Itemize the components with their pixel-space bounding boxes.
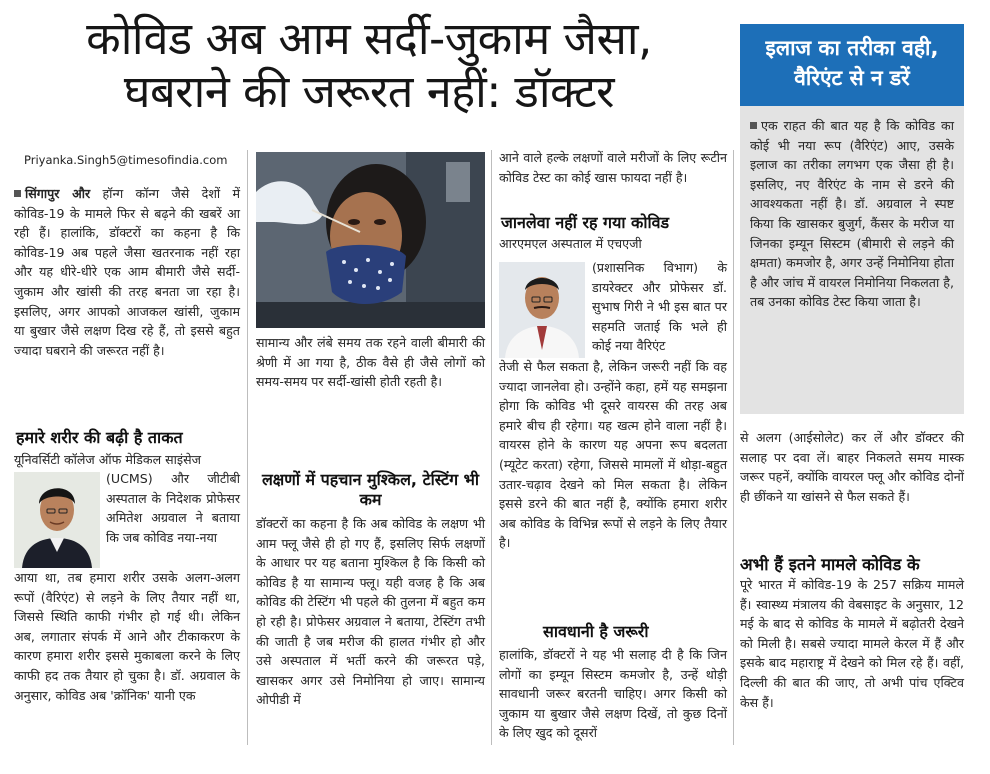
column-divider [247, 150, 248, 745]
subhead-caution: सावधानी है जरूरी [543, 622, 649, 641]
paragraph-marker [750, 122, 757, 129]
not-deadly-para-top: आरएमएल अस्पताल में एचएजी [499, 236, 642, 251]
column-divider [491, 150, 492, 745]
doctor-amitesh-photo [14, 472, 100, 568]
article-intro [14, 184, 240, 360]
byline: Priyanka.Singh5@timesofindia.com [24, 153, 228, 167]
headline [14, 12, 724, 118]
case-count-para: पूरे भारत में कोविड-19 के 257 सक्रिय मामले हैं। स्वास्थ्य मंत्रालय की वेबसाइट के अनुसार, 12 मई के बाद से कोविड के मामले में बढ़ोतरी देखने को मिली है। सबसे ज्यादा मामले केरल में हैं और इसके बाद महाराष्ट्र में देखने को मिल रहे हैं। वहीं, दिल्ली की बात की जाए, तो अभी पांच एक्टिव केस हैं। [740, 577, 964, 710]
body-strength-para-rest: आया था, तब हमारा शरीर उसके अलग-अलग रूपों (वैरिएंट) से लड़ने के लिए तैयार नहीं था, जिससे स्थिति काफी गंभीर हो गई थी। लेकिन अब, लगातार संपर्क में आने और टीकाकरण के कारण हमारा शरीर इससे मुकाबला करने के लिए काफी हद तक तैयार हो चुका है। डॉ. अग्रवाल के अनुसार, कोविड अब 'क्रॉनिक' यानी एक [14, 570, 240, 703]
not-deadly-para-rest: तेजी से फैल सकता है, लेकिन जरूरी नहीं कि वह ज्यादा जानलेवा हो। उन्होंने कहा, हमें यह समझना होगा कि कोविड भी दूसरे वायरस की तरह अब हमारे बीच ही रहेगा। यह खत्म होने वाला नहीं है। वायरस होने के कारण यह अपना रूप बदलता (म्यूटेट करता) रहेगा, जिससे मामलों में थोड़ा-बहुत उतार-चढ़ाव देखने को मिल सकता है। लेकिन इससे डरने की बात नहीं है, क्योंकि हमारा शरीर अब कोविड के विभिन्न रूपों से लड़ने के लिए तैयार है। [499, 359, 727, 551]
headline-line-1: कोविड अब आम सर्दी-जुकाम जैसा, [86, 12, 652, 65]
sidebar-box [740, 106, 964, 414]
sidebar-title-text: इलाज का तरीका वही, वैरिएंट से न डरें [765, 36, 939, 90]
isolation-para: से अलग (आईसोलेट) कर लें और डॉक्टर की सलाह पर दवा लें। बाहर निकलते समय मास्क जरूर पहनें, क्योंकि वायरल फ्लू और कोविड दोनों ही छींकने या खांसने से फैल सकते हैं। [740, 430, 964, 504]
doctor-subhash-photo [499, 262, 585, 358]
swab-test-photo [256, 152, 485, 328]
subhead-symptoms-testing: लक्षणों में पहचान मुश्किल, टेस्टिंग भी कम [261, 470, 480, 509]
body-strength-para-top: यूनिवर्सिटी कॉलेज ऑफ मेडिकल साइंसेज [14, 452, 201, 467]
paragraph-marker [14, 190, 21, 197]
testing-continued-para: आने वाले हल्के लक्षणों वाले मरीजों के लिए रूटीन कोविड टेस्ट का कोई खास फायदा नहीं है। [499, 150, 727, 185]
column-divider [733, 150, 734, 745]
headline-line-2: घबराने की जरूरत नहीं: डॉक्टर [123, 65, 615, 118]
intro-text: हॉन्ग कॉन्ग जैसे देशों में कोविड-19 के मामले फिर से बढ़ने की खबरें आ रही हैं। हालांकि, डॉक्टरों का कहना है कि कोविड-19 अब पहले जैसा खतरनाक नहीं रहा और यह धीरे-धीरे एक आम बीमारी जैसे सर्दी-जुकाम और खांसी की तरह बनता जा रहा है। इसलिए, अगर आपको आजकल खांसी, जुकाम या बुखार जैसे लक्षण दिख रहे हैं, तो इससे बहुत ज्यादा घबराने की जरूरत नहीं है। [14, 186, 240, 358]
sidebar-body-text: एक राहत की बात यह है कि कोविड का कोई भी नया रूप (वैरिएंट) आए, उसके इलाज का तरीका लगभग एक जैसा ही है। इसलिए, नए वैरिएंट के नाम से डरने की आवश्यकता नहीं है। डॉ. अग्रवाल ने स्पष्ट किया कि खासकर बुजुर्ग, कैंसर के मरीज या जिनका इम्यून सिस्टम (बीमारी से लड़ने की क्षमता) कमजोर है, अगर उन्हें निमोनिया होता है और जांच में वायरल निमोनिया निकलता है, तब उनका कोविड टेस्ट किया जाता है। [750, 118, 954, 310]
subhead-case-count: अभी हैं इतने मामले कोविड के [740, 555, 920, 574]
sidebar-text [750, 116, 954, 312]
not-deadly-para-wrap: (प्रशासनिक विभाग) के डायरेक्टर और प्रोफेसर डॉ. सुभाष गिरी ने भी इस बात पर सहमति जताई कि भले ही कोई नया वैरिएंट [592, 260, 727, 354]
body-strength-para-wrap: (UCMS) और जीटीबी अस्पताल के निदेशक प्रोफेसर अमितेश अग्रवाल ने बताया कि जब कोविड नया-नया [106, 471, 240, 545]
subhead-body-strength: हमारे शरीर की बढ़ी है ताकत [16, 428, 183, 447]
subhead-not-deadly: जानलेवा नहीं रह गया कोविड [501, 213, 670, 232]
chronic-para: सामान्य और लंबे समय तक रहने वाली बीमारी की श्रेणी में आ गया है, ठीक वैसे ही जैसे लोगों को समय-समय पर सर्दी-खांसी होती रहती है। [256, 335, 485, 390]
caution-para: हालांकि, डॉक्टरों ने यह भी सलाह दी है कि जिन लोगों का इम्यून सिस्टम कमजोर है, उन्हें थोड़ी सावधानी जरूर बरतनी चाहिए। अगर किसी को जुकाम या बुखार जैसे लक्षण दिखें, तो कुछ दिनों के लिए खुद को दूसरों [499, 647, 727, 741]
sidebar-title [740, 24, 964, 106]
intro-lead: सिंगापुर और [25, 186, 91, 201]
symptoms-para: डॉक्टरों का कहना है कि अब कोविड के लक्षण भी आम फ्लू जैसे ही हो गए हैं, इसलिए सिर्फ लक्षणों के आधार पर यह बताना मुश्किल है कि किसी को कोविड है या सामान्य फ्लू। यही वजह है कि अब कोविड की टेस्टिंग भी पहले की तुलना में बहुत कम हो रही है। प्रोफेसर अग्रवाल ने बताया, टेस्टिंग तभी की जाती है जब मरीज की हालत गंभीर हो और उसे अस्पताल में भर्ती करने की जरूरत पड़े, खासकर अगर उसे निमोनिया हो जाए। सामान्य ओपीडी में [256, 516, 485, 708]
